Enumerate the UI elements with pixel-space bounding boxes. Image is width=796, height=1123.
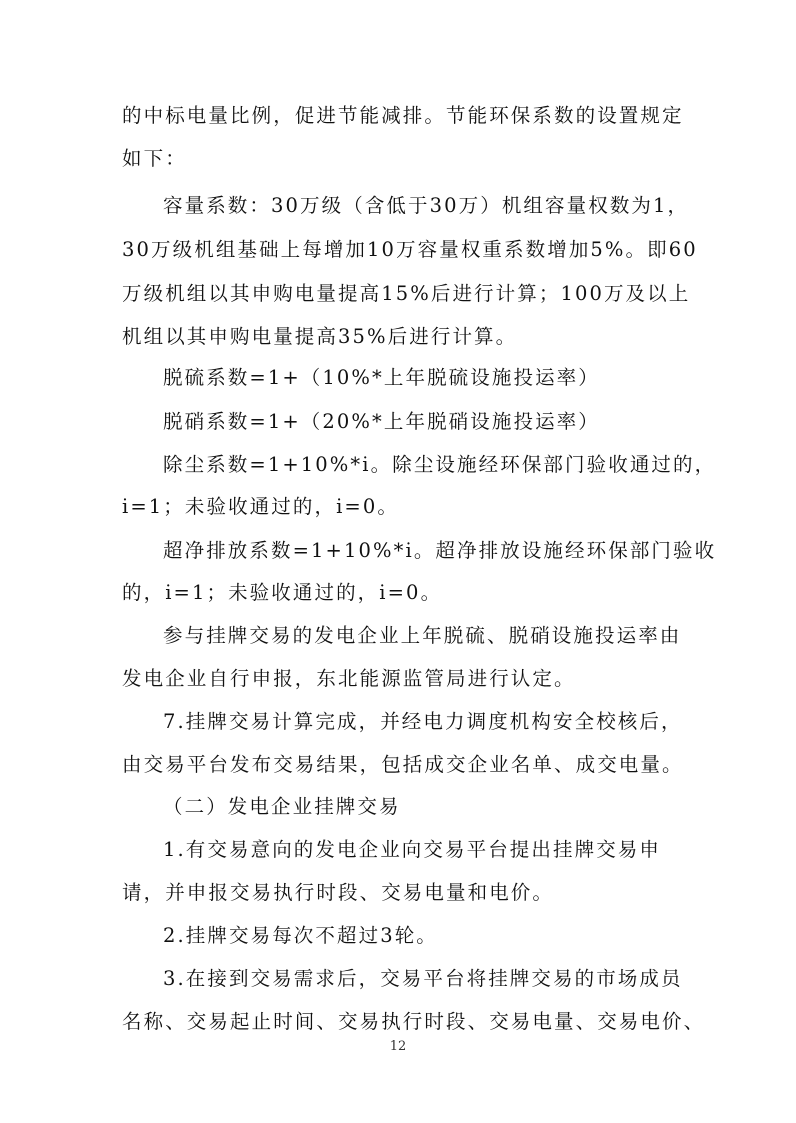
page-number: 12: [389, 1039, 407, 1054]
text-line-6: 机组以其申购电量提高35%后进行计算。: [122, 325, 518, 348]
text-line-11: 超净排放系数=1+10%*i。超净排放设施经环保部门验收: [163, 539, 717, 562]
text-line-12: 的，i=1；未验收通过的，i=0。: [122, 581, 443, 604]
text-line-15: 7.挂牌交易计算完成，并经电力调度机构安全校核后，: [163, 710, 683, 733]
text-line-19: 请，并申报交易执行时段、交易电量和电价。: [122, 881, 555, 904]
text-line-9: 除尘系数=1+10%*i。除尘设施经环保部门验收通过的，: [163, 453, 717, 476]
text-line-7: 脱硫系数=1+（10%*上年脱硫设施投运率）: [163, 366, 600, 389]
text-line-5: 万级机组以其申购电量提高15%后进行计算；100万及以上: [122, 282, 691, 305]
text-line-14: 发电企业自行申报，东北能源监管局进行认定。: [122, 667, 576, 690]
text-line-21: 3.在接到交易需求后，交易平台将挂牌交易的市场成员: [163, 967, 683, 990]
text-line-20: 2.挂牌交易每次不超过3轮。: [163, 924, 438, 947]
text-line-3: 容量系数：30万级（含低于30万）机组容量权数为1，: [163, 194, 690, 217]
text-line-8: 脱硝系数=1+（20%*上年脱硝设施投运率）: [163, 410, 600, 433]
text-line-2: 如下：: [122, 147, 187, 170]
text-line-13: 参与挂牌交易的发电企业上年脱硫、脱硝设施投运率由: [163, 624, 682, 647]
text-line-1: 的中标电量比例，促进节能减排。节能环保系数的设置规定: [122, 104, 684, 127]
text-line-16: 由交易平台发布交易结果，包括成交企业名单、成交电量。: [122, 753, 684, 776]
section-heading: （二）发电企业挂牌交易: [163, 795, 401, 818]
text-line-10: i=1；未验收通过的，i=0。: [122, 495, 399, 518]
text-line-22: 名称、交易起止时间、交易执行时段、交易电量、交易电价、: [122, 1010, 706, 1033]
text-line-4: 30万级机组基础上每增加10万容量权重系数增加5%。即60: [122, 238, 698, 261]
text-line-18: 1.有交易意向的发电企业向交易平台提出挂牌交易申: [163, 838, 662, 861]
